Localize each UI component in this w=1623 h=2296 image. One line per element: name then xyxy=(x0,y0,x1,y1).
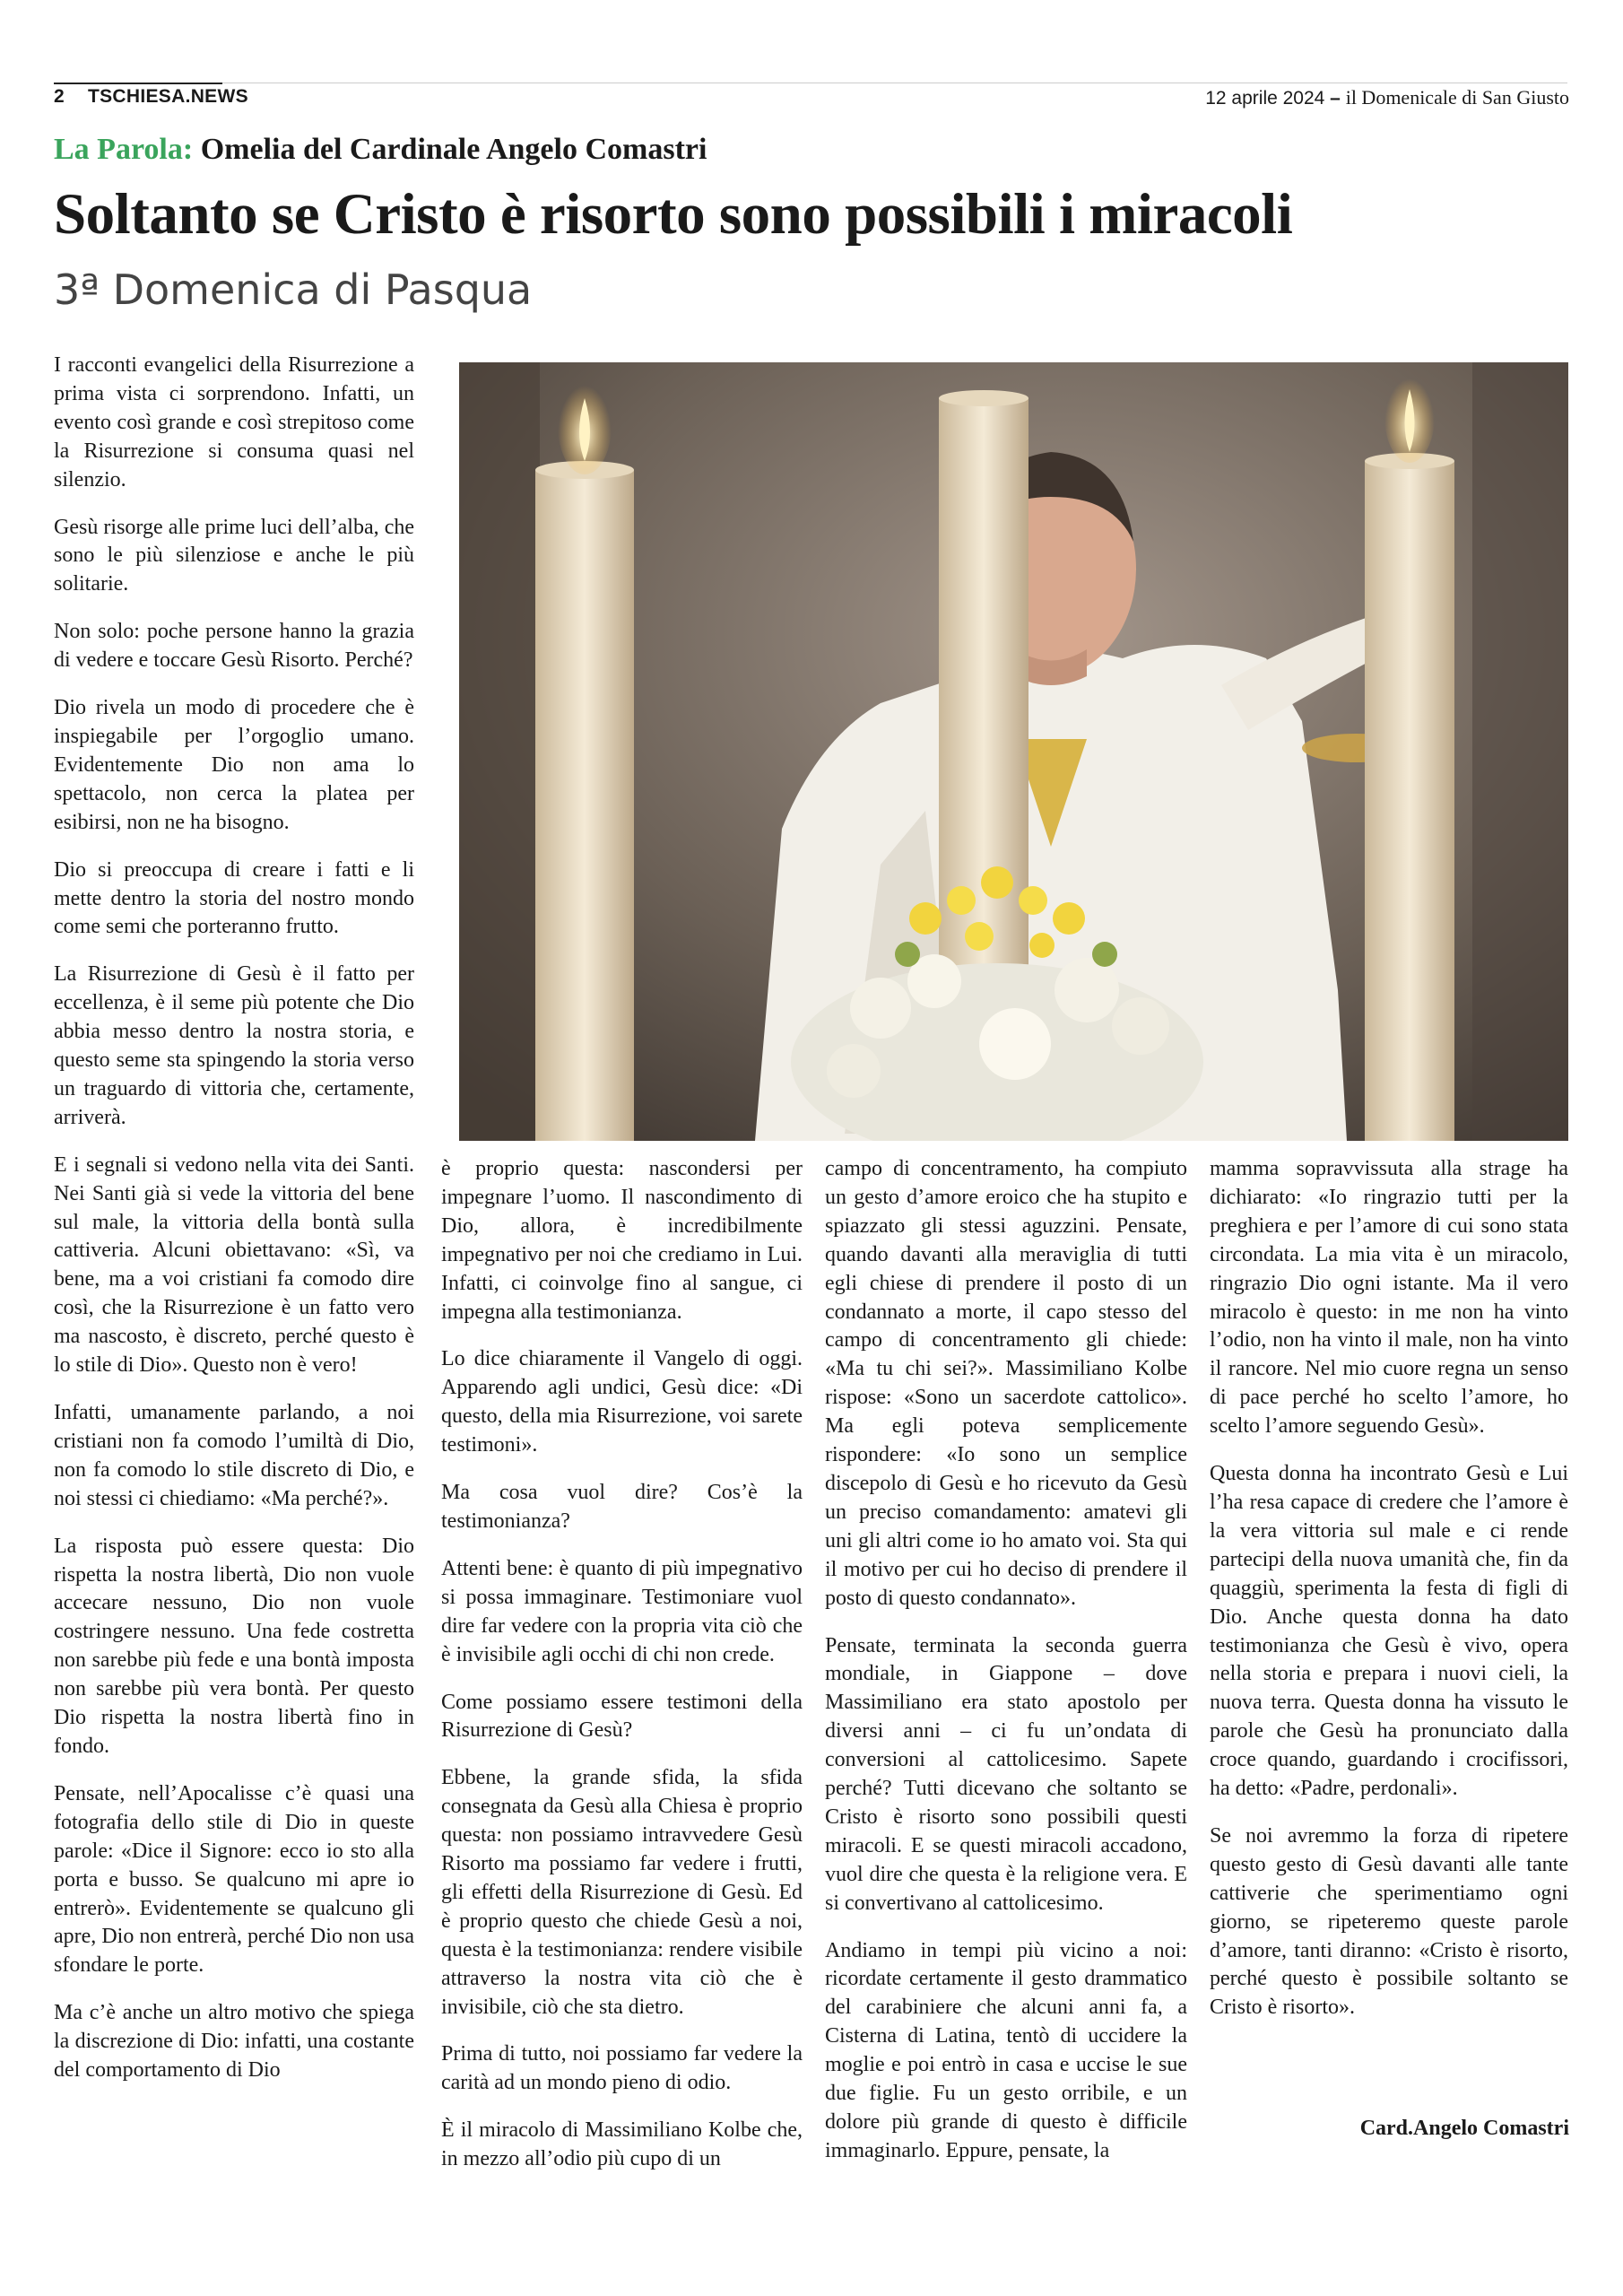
paragraph: Ma c’è anche un altro motivo che spiega la discrezione di Dio: infatti, una costante del comportamento di Dio xyxy=(54,2001,414,2083)
author-signature: Card.Angelo Comastri xyxy=(1359,2117,1569,2140)
paragraph: Come possiamo essere testimoni della Risurrezione di Gesù? xyxy=(441,1690,803,1743)
page-number: 2 xyxy=(54,86,65,107)
paragraph: Prima di tutto, noi possiamo far vedere la carità ad un mondo pieno di odio. xyxy=(441,2042,803,2095)
kicker-text: Omelia del Cardinale Angelo Comastri xyxy=(200,133,707,166)
paragraph: è proprio questa: nascondersi per impegnare l’uomo. Il nascondimento di Dio, allora, è incredibilmente impegnativo per noi che crediamo in Lui. Infatti, ci coinvolge fino al sangue, ci impegna alla testimonianza. xyxy=(441,1157,803,1324)
paragraph: mamma sopravvissuta alla strage ha dichiarato: «Io ringrazio tutti per la preghiera e per l’amore di cui sono stata circondata. La mia vita è un miracolo, ringrazio Dio ogni istante. Ma il vero miracolo è questo: in me non ha vinto l’odio, non ha vinto il male, non ha vinto il rancore. Nel mio cuore regna un senso di pace perché ho scelto l’amore, ho scelto l’amore seguendo Gesù». xyxy=(1210,1157,1568,1439)
paragraph: campo di concentramento, ha compiuto un gesto d’amore eroico che ha stupito e spiazzato gli stessi aguzzini. Pensate, quando davanti alla meraviglia di tutti egli chiese di prendere il posto di un condannato a morte, il capo stesso del campo di concentramento gli chiede: «Ma tu chi sei?». Massimiliano Kolbe rispose: «Sono un sacerdote cattolico». Ma egli poteva semplicemente rispondere: «Io sono un semplice discepolo di Gesù e ho ricevuto da Gesù un preciso comandamento: amatevi gli uni gli altri come io ho amato voi. Sta qui il motivo per cui ho deciso di prendere il posto di questo condannato». xyxy=(825,1157,1187,1610)
section-label: La Parola: xyxy=(54,133,194,166)
paragraph: I racconti evangelici della Risurrezione a prima vista ci sorprendono. Infatti, un evento così grande e così strepitoso come la Risurrezione si consuma quasi nel silenzio. xyxy=(54,353,414,491)
header-rule-accent xyxy=(54,83,222,84)
paragraph: Ma cosa vuol dire? Cos’è la testimonianza? xyxy=(441,1481,803,1533)
paragraph: Pensate, nell’Apocalisse c’è quasi una fotografia dello stile di Dio in queste parole: «Dice il Signore: ecco io sto alla porta e busso. Se qualcuno mi apre io entrerò». Evidentemente se qualcuno gli apre, Dio non entrerà, perché Dio non usa sfondare le porte. xyxy=(54,1781,414,1978)
date-dash: – xyxy=(1324,88,1346,109)
paragraph: La risposta può essere questa: Dio rispetta la nostra libertà, Dio non vuole accecare nessuno, Dio non vuole costringere nessuno. Una fede costretta non sarebbe più fede e una bontà imposta non sarebbe più vera bontà. Per questo Dio rispetta la nostra libertà fino in fondo. xyxy=(54,1534,414,1758)
paragraph: Pensate, terminata la seconda guerra mondiale, in Giappone – dove Massimiliano era stato apostolo per diversi anni – ci fu un’ondata di conversioni al cattolicesimo. Sapete perché? Tutti dicevano che soltanto se Cristo è risorto sono possibili questi miracoli. E se questi miracoli accadono, vuol dire che questa è la religione vera. E si convertivano al cattolicesimo. xyxy=(825,1633,1187,1915)
article-photo xyxy=(459,362,1568,1141)
article-title: Soltanto se Cristo è risorto sono possibili i miracoli xyxy=(54,182,1293,247)
paragraph: Ebbene, la grande sfida, la sfida consegnata da Gesù alla Chiesa è proprio questa: non possiamo intravvedere Gesù Risorto ma possiamo far vedere i frutti, gli effetti della Risurrezione di Gesù. Ed è proprio questo che chiede Gesù a noi, questa è la testimonianza: rendere visibile attraverso la nostra vita ciò che è invisibile, ciò che sta dietro. xyxy=(441,1766,803,2019)
page-header-left xyxy=(54,86,272,108)
paragraph: Infatti, umanamente parlando, a noi cristiani non fa comodo l’umiltà di Dio, non fa comodo lo stile discreto di Dio, e noi stessi ci chiediamo: «Ma perché?». xyxy=(54,1401,414,1510)
paragraph: Se noi avremmo la forza di ripetere questo gesto di Gesù davanti alle tante cattiverie che sperimentiamo ogni giorno, se ripeteremo queste parole d’amore, tanti diranno: «Cristo è risorto, perché questo è possibile soltanto se Cristo è risorto». xyxy=(1210,1823,1568,2020)
paragraph: Dio si preoccupa di creare i fatti e li mette dentro la storia del nostro mondo come semi che porteranno frutto. xyxy=(54,857,414,939)
article-column-2 xyxy=(441,1155,803,2193)
kicker xyxy=(54,133,707,167)
paper-name: il Domenicale di San Giusto xyxy=(1345,86,1569,109)
photo-illustration xyxy=(459,362,1568,1141)
article-column-1 xyxy=(54,352,414,2104)
paragraph: Non solo: poche persone hanno la grazia di vedere e toccare Gesù Risorto. Perché? xyxy=(54,620,414,673)
paragraph: Gesù risorge alle prime luci dell’alba, che sono le più silenziose e anche le più solitarie. xyxy=(54,515,414,596)
paragraph: È il miracolo di Massimiliano Kolbe che, in mezzo all’odio più cupo di un xyxy=(441,2118,803,2171)
article-subtitle: 3ª Domenica di Pasqua xyxy=(54,265,533,314)
paragraph: E i segnali si vedono nella vita dei Santi. Nei Santi già si vede la vittoria del bene sul male, la vittoria della bontà sulla cattiveria. Alcuni obiettavano: «Sì, va bene, ma a voi cristiani fa comodo dire così, che la Risurrezione è un fatto vero ma nascosto, è discreto, perché questo è lo stile di Dio». Questo non è vero! xyxy=(54,1152,414,1378)
site-name[interactable]: TSCHIESA.NEWS xyxy=(87,86,248,107)
paragraph: Andiamo in tempi più vicino a noi: ricordate certamente il gesto drammatico del carabiniere che alcuni anni fa, a Cisterna di Latina, tentò di uccidere la moglie e poi entrò in casa e uccise le sue due figlie. Fu un gesto orribile, e un dolore più grande di questo è difficile immaginarlo. Eppure, pensate, la xyxy=(825,1938,1187,2162)
paragraph: Dio rivela un modo di procedere che è inspiegabile per l’orgoglio umano. Evidentemente Dio non ama lo spettacolo, non cerca la platea per esibirsi, non ne ha bisogno. xyxy=(54,696,414,834)
paragraph: Lo dice chiaramente il Vangelo di oggi. Apparendo agli undici, Gesù dice: «Di questo, della mia Risurrezione, voi sarete testimoni». xyxy=(441,1347,803,1457)
paragraph: Attenti bene: è quanto di più impegnativo si possa immaginare. Testimoniare vuol dire far vedere con la propria vita ciò che è invisibile agli occhi di chi non crede. xyxy=(441,1556,803,1666)
paragraph: La Risurrezione di Gesù è il fatto per eccellenza, è il seme più potente che Dio abbia messo dentro la nostra storia, e questo seme sta spingendo la storia verso un traguardo di vittoria che, certamente, arriverà. xyxy=(54,962,414,1129)
issue-date: 12 aprile 2024 xyxy=(1205,88,1325,109)
article-column-3 xyxy=(825,1155,1187,2185)
paragraph: Questa donna ha incontrato Gesù e Lui l’ha resa capace di credere che l’amore è la vera vittoria sul male e ci rende partecipi della nuova umanità che, fin da quaggiù, sperimenta la festa di figli di Dio. Anche questa donna ha dato testimonianza che Gesù è vivo, opera nella storia e prepara i nuovi cieli, la nuova terra. Questa donna ha vissuto le parole che Gesù ha pronunciato dalla croce quando, guardando i crocifissori, ha detto: «Padre, perdonali». xyxy=(1210,1462,1568,1801)
page-header-right xyxy=(1205,86,1569,109)
article-column-4 xyxy=(1210,1155,1568,2041)
